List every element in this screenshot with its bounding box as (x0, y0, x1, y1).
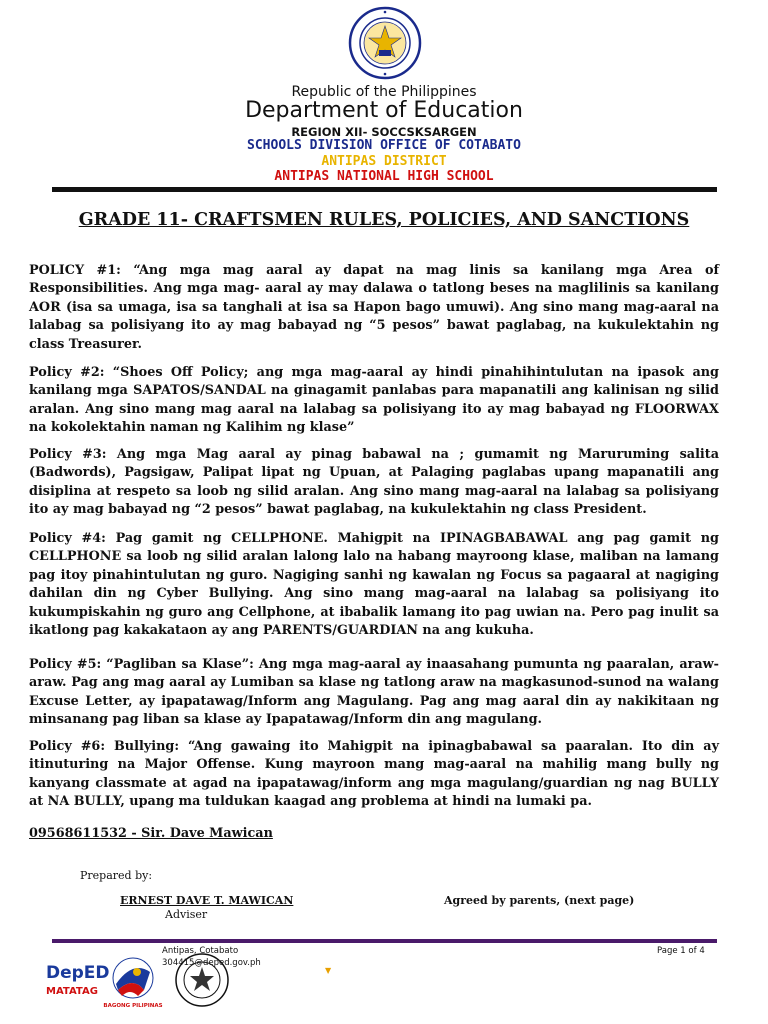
deped-matatag-logo-icon (44, 958, 110, 1002)
department-heading: Department of Education (245, 98, 523, 123)
deped-logo-text: DepED (46, 963, 110, 983)
policy-3: Policy #3: Ang mga Mag aaral ay pinag babawal na ; gumamit ng Maruruming salita (Badwords), Pagsigaw, Palipat lipat ng Upuan, at Palaging paglabas upang mapanatili ang disiplina at respeto sa loob ng silid aralan. Ang sino mang mag-aaral na lalabag sa polisiyang ito ay mag babayad ng “2 pesos” bawat paglabag, na kukulektahin ng class President. (29, 447, 719, 518)
page-current: 1 (680, 946, 686, 956)
footer-email: 304415@deped.gov.ph (162, 958, 261, 968)
page-label: Page (657, 946, 678, 956)
policy-5: Policy #5: “Pagliban sa Klase”: Ang mga mag-aaral ay inaasahang pumunta ng paaralan, araw-araw. Pag ang mag aaral ay Lumiban sa klase ng tatlong araw na magkasunod-sunod na walang Excuse Letter, ay ipapatawag/Inform ang Magulang. Pag ang mag aaral din ay nakikitaan ng minsanang pag liban sa klase ay Ipapatawag/Inform din ang magulang. (29, 657, 719, 728)
school-heading: ANTIPAS NATIONAL HIGH SCHOOL (274, 169, 494, 184)
region-heading: REGION XII- SOCCSKSARGEN (291, 125, 477, 139)
policy-4: Policy #4: Pag gamit ng CELLPHONE. Mahigpit na IPINAGBABAWAL ang pag gamit ng CELLPHONE sa loob ng silid aralan lalong lalo na habang mayroong klase, maliban na lamang pag itoy pinahintulutan ng guro. Nagiging sanhi ng kawalan ng Focus sa pagaaral at nagiging dahilan din ng Cyber Bullying. Ang sino mang mag-aaral na lalabag sa polisiyang ito kukumpiskahin ng guro ang Cellphone, at ibabalik lamang ito pag uwian na. Pero pag inulit sa ikatlong pag kakakataon ay ang PARENTS/GUARDIAN na ang kukuha. (29, 531, 719, 639)
bagong-pilipinas-logo-icon (104, 954, 162, 1010)
footer-divider (52, 939, 717, 943)
policy-2: Policy #2: “Shoes Off Policy; ang mga mag-aaral ay hindi pinahihintulutan na ipasok ang kanilang mga SAPATOS/SANDAL na ginagamit panlabas para mapanatili ang kalinisan ng silid aralan. Ang sino mang mag aaral na lalabag sa polisiyang ito ay mag babayad ng FLOORWAX na kokolektahin naman ng Kalihim ng klase” (29, 365, 719, 436)
page-total: 4 (699, 946, 705, 956)
republic-heading: Republic of the Philippines (291, 84, 477, 100)
page-indicator (657, 946, 705, 956)
deped-tagline: MATATAG (46, 986, 98, 997)
caret-down-icon: ▼ (325, 966, 332, 975)
agreed-by-parents-note: Agreed by parents, (next page) (444, 894, 635, 907)
bagong-pilipinas-text: BAGONG PILIPINAS (103, 1003, 163, 1009)
adviser-name: ERNEST DAVE T. MAWICAN (120, 894, 294, 907)
adviser-role: Adviser (165, 908, 208, 921)
document-title: GRADE 11- CRAFTSMEN RULES, POLICIES, AND SANCTIONS (78, 210, 690, 230)
deped-seal-icon (348, 6, 422, 80)
prepared-by-label: Prepared by: (80, 869, 153, 882)
policy-1: POLICY #1: “Ang mga mag aaral ay dapat na mag linis sa kanilang mga Area of Responsibilities. Ang mga mag- aaral ay may dalawa o tatlong beses na maglilinis sa kanilang AOR (isa sa umaga, isa sa tanghali at isa sa Hapon bago umuwi). Ang sino mang mag-aaral na lalabag sa polisiyang ito ay mag babayad ng “5 pesos” bawat paglabag, na kukulektahin ng class Treasurer. (29, 263, 719, 352)
footer-address: Antipas, Cotabato (162, 946, 239, 956)
policy-6: Policy #6: Bullying: “Ang gawaing ito Mahigpit na ipinagbabawal sa paaralan. Ito din ay itinuturing na Major Offense. Kung mayroon mang mag-aaral na mahilig mang bully ng kanyang classmate at agad na ipapatawag/inform ang mga magulang/guardian ng nag BULLY at NA BULLY, upang ma tuldukan kaagad ang problema at hindi na lumaki pa. (29, 739, 719, 810)
division-heading: SCHOOLS DIVISION OFFICE OF COTABATO (247, 138, 521, 153)
page-of: of (688, 946, 697, 956)
contact-line: 09568611532 - Sir. Dave Mawican (29, 826, 273, 841)
district-heading: ANTIPAS DISTRICT (321, 154, 447, 169)
header-divider (52, 187, 717, 192)
